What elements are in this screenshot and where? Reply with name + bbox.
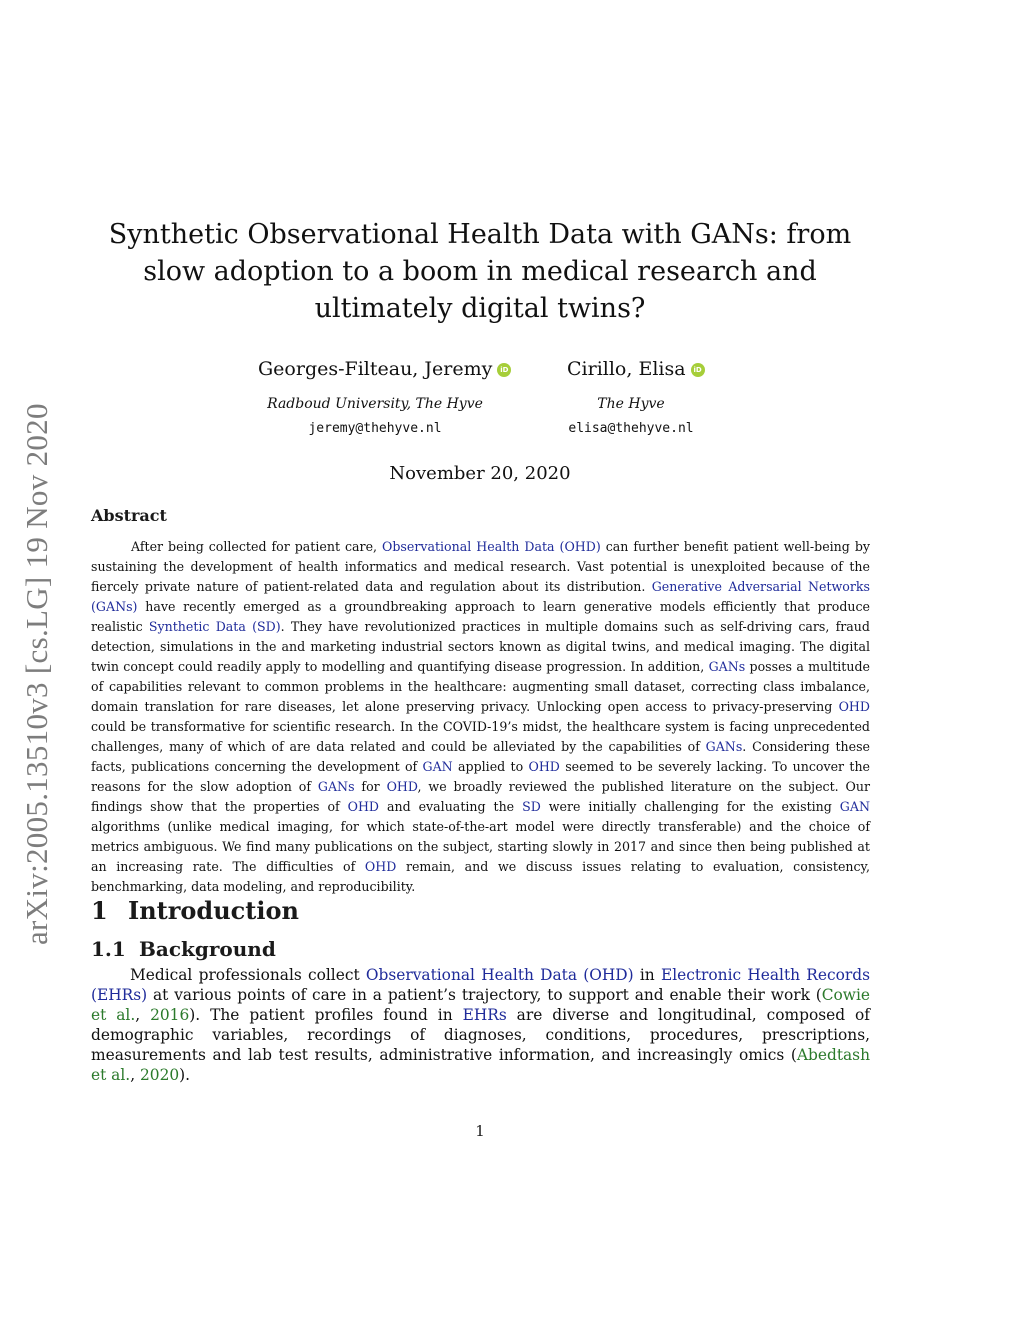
acronym-link[interactable]: GAN: [839, 799, 870, 814]
author-2: [567, 358, 705, 380]
text-run: . Considering these facts, publications concerning the development of: [91, 739, 870, 774]
text-run: remain, and we discuss issues relating to evaluation, consistency, benchmarking, data modeling, and reproducibility.: [91, 859, 871, 894]
text-run: in: [633, 966, 661, 984]
text-run: at various points of care in a patient’s trajectory, to support and enable their work (: [147, 986, 822, 1004]
author-1: [258, 358, 511, 380]
text-run: posses a multitude of capabilities relevant to common problems in the healthcare: augmenting small dataset, correcting class imbalance, domain translation for rare diseases, let alone preserving privacy. Unlocking open access to privacy-preserving: [91, 659, 870, 714]
text-run: could be transformative for scientific research. In the COVID-19’s midst, the healthcare system is facing unprecedented challenges, many of which of are data related and could be alleviated by the capabilities of: [91, 719, 870, 754]
text-run: . They have revolutionized practices in multiple domains such as self-driving cars, fraud detection, simulations in the and marketing industrial sectors known as digital twins, and medical imaging. The digital twin concept could readily apply to modelling and quantifying disease progression. In addition,: [91, 619, 870, 674]
text-run: have recently emerged as a groundbreaking approach to learn generative models efficiently that produce realistic: [91, 599, 870, 634]
acronym-link[interactable]: OHD: [838, 699, 870, 714]
acronym-link[interactable]: GAN: [422, 759, 453, 774]
subsection-heading: [91, 937, 276, 961]
citation-link[interactable]: Abedtash et al.: [91, 1046, 870, 1084]
text-run: After being collected for patient care,: [131, 539, 383, 554]
text-run: and evaluating the: [379, 799, 523, 814]
acronym-link[interactable]: SD: [522, 799, 541, 814]
acronym-link[interactable]: OHD: [364, 859, 397, 874]
section-heading: [91, 896, 299, 925]
citation-link[interactable]: 2016: [150, 1006, 190, 1024]
acronym-link[interactable]: GANs: [705, 739, 743, 754]
author-1-name: Georges-Filteau, Jeremy: [258, 358, 493, 380]
text-run: ,: [130, 1066, 140, 1084]
abstract-heading: Abstract: [91, 506, 167, 525]
author-1-email[interactable]: jeremy@thehyve.nl: [308, 421, 442, 436]
body-paragraph: [91, 965, 870, 1085]
page-number: 1: [475, 1122, 485, 1140]
citation-link[interactable]: 2020: [139, 1066, 180, 1084]
text-run: can further benefit patient well-being by sustaining the development of health informatics and medical research. Vast potential is unexploited because of the fiercely private nature of patient-related data and regulation about its distribution.: [91, 539, 870, 594]
author-2-email[interactable]: elisa@thehyve.nl: [568, 421, 694, 436]
author-2-name: Cirillo, Elisa: [567, 358, 686, 380]
text-run: Medical professionals collect: [130, 966, 366, 984]
acronym-link[interactable]: Electronic Health Records (EHRs): [91, 966, 870, 1004]
section-title: Introduction: [128, 896, 299, 925]
orcid-icon[interactable]: iD: [691, 363, 705, 377]
paper-title: Synthetic Observational Health Data with GANs: from slow adoption to a boom in medical research and ultimately digital twins?: [108, 219, 852, 324]
acronym-link[interactable]: GANs: [708, 659, 746, 674]
orcid-icon[interactable]: iD: [497, 363, 511, 377]
publication-date: November 20, 2020: [389, 463, 571, 484]
acronym-link[interactable]: OHD: [528, 759, 560, 774]
citation-link[interactable]: Cowie et al.: [91, 986, 870, 1024]
text-run: , we broadly reviewed the published literature on the subject. Our findings show that the properties of: [91, 779, 870, 814]
acronym-link[interactable]: Synthetic Data (SD): [148, 619, 281, 634]
text-run: seemed to be severely lacking. To uncover the reasons for the slow adoption of: [91, 759, 871, 794]
text-run: applied to: [452, 759, 529, 774]
text-run: for: [354, 779, 387, 794]
text-run: ).: [179, 1066, 191, 1084]
text-run: algorithms (unlike medical imaging, for which state-of-the-art model were directly transferable) and the choice of metrics ambiguous. We find many publications on the subject, starting slowly in 2017 and since then being published at an increasing rate. The difficulties of: [91, 819, 870, 874]
acronym-link[interactable]: Observational Health Data (OHD): [365, 966, 634, 984]
author-2-affiliation: The Hyve: [597, 396, 665, 412]
text-run: ). The patient profiles found in: [189, 1006, 463, 1024]
subsection-title: Background: [139, 937, 276, 961]
text-run: ,: [135, 1006, 151, 1024]
text-run: were initially challenging for the existing: [540, 799, 840, 814]
abstract-body: [91, 537, 870, 897]
arxiv-stamp: arXiv:2005.13510v3 [cs.LG] 19 Nov 2020: [19, 403, 54, 945]
acronym-link[interactable]: Observational Health Data (OHD): [382, 539, 601, 554]
acronym-link[interactable]: EHRs: [462, 1006, 507, 1024]
acronym-link[interactable]: OHD: [386, 779, 418, 794]
text-run: are diverse and longitudinal, composed of demographic variables, recordings of diagnoses, conditions, procedures, prescriptions, measurements and lab test results, administrative information, and increasingly omics (: [91, 1006, 870, 1064]
acronym-link[interactable]: OHD: [347, 799, 380, 814]
acronym-link[interactable]: Generative Adversarial Networks (GANs): [91, 579, 871, 614]
section-number: 1: [91, 896, 108, 925]
acronym-link[interactable]: GANs: [317, 779, 355, 794]
author-1-affiliation: Radboud University, The Hyve: [267, 396, 483, 412]
subsection-number: 1.1: [91, 937, 126, 961]
